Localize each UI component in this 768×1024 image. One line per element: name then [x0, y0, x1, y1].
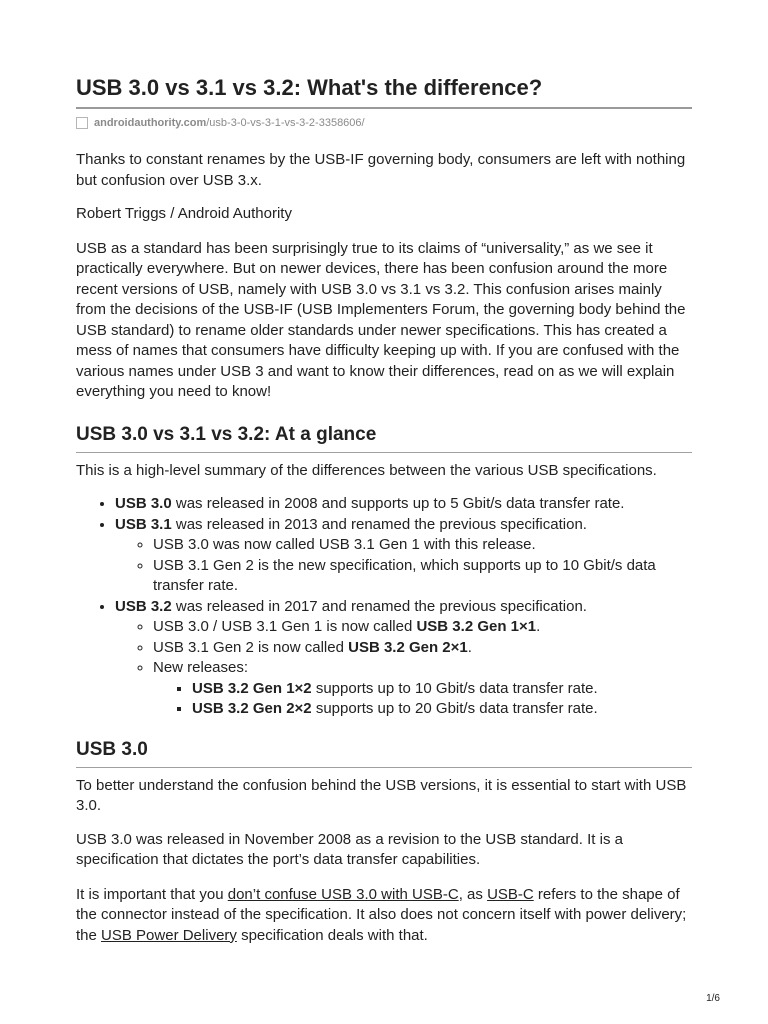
- spec-list: [76, 494, 692, 720]
- section-divider: [76, 767, 692, 768]
- source-path[interactable]: /usb-3-0-vs-3-1-vs-3-2-3358606/: [206, 117, 365, 129]
- list-item: ◦ USB 3.1 Gen 2 is now called USB 3.2 Gen 2×1.: [153, 638, 692, 659]
- list-item-usb32: • USB 3.2 was released in 2017 and renamed the previous specification. ◦ USB 3.0 / USB 3.1 Gen 1 is now called USB 3.2 Gen 1×1. ◦ USB 3.1 Gen 2 is now called USB 3.2 Gen 2×1. ◦ New releases: ▪ USB 3.2 Gen 1×2 supports up to 10 Gbit/s data transfer rate. ▪ USB 3.2 Gen 2×2 supports up to 20 Gbit/s data transfer rate.: [115, 597, 692, 720]
- list-item: ▪ USB 3.2 Gen 1×2 supports up to 10 Gbit/s data transfer rate.: [192, 679, 692, 700]
- title-divider: [76, 107, 692, 109]
- section-heading-at-a-glance: USB 3.0 vs 3.1 vs 3.2: At a glance: [76, 423, 377, 445]
- list-item: ◦ USB 3.1 Gen 2 is the new specification, which supports up to 10 Gbit/s data transfer rate.: [153, 556, 692, 597]
- usb30-paragraph-2: USB 3.0 was released in November 2008 as a revision to the USB standard. It is a specification that dictates the port’s data transfer capabilities.: [76, 830, 623, 868]
- article: [76, 0, 692, 946]
- list-item: ◦ New releases: ▪ USB 3.2 Gen 1×2 supports up to 10 Gbit/s data transfer rate. ▪ USB 3.2 Gen 2×2 supports up to 20 Gbit/s data transfer rate.: [153, 658, 692, 720]
- list-item-usb31: • USB 3.1 was released in 2013 and renamed the previous specification. ◦ USB 3.0 was now called USB 3.1 Gen 1 with this release. ◦ USB 3.1 Gen 2 is the new specification, which supports up to 10 Gbit/s data transfer rate.: [115, 515, 692, 597]
- link-usb-c-confusion[interactable]: don’t confuse USB 3.0 with USB-C: [227, 885, 459, 903]
- favicon-icon: [76, 117, 88, 129]
- body-paragraph: USB as a standard has been surprisingly true to its claims of “universality,” as we see it practically everywhere. But on newer devices, there has been confusion around the more recent versions of USB, namely with USB 3.0 vs 3.1 vs 3.2. This confusion arises mainly from the decisions of the USB-IF (USB Implementers Forum, the governing body behind the USB standard) to rename older standards under newer specifications. This has created a mess of names that consumers have difficulty keeping up with. If you are confused with the various names under USB 3 and want to know their differences, read on as we will explain everything you need to know!: [76, 239, 686, 400]
- usb31-sublist: [115, 535, 692, 597]
- list-item: ◦ USB 3.0 / USB 3.1 Gen 1 is now called USB 3.2 Gen 1×1.: [153, 617, 692, 638]
- summary-paragraph: This is a high-level summary of the differences between the various USB specifications.: [76, 461, 657, 479]
- section-divider: [76, 452, 692, 453]
- page-title: USB 3.0 vs 3.1 vs 3.2: What's the difference?: [76, 75, 543, 100]
- list-item-usb30: • USB 3.0 was released in 2008 and supports up to 5 Gbit/s data transfer rate.: [115, 494, 692, 515]
- page-number: 1/6: [706, 993, 720, 1004]
- list-item: ◦ USB 3.0 was now called USB 3.1 Gen 1 with this release.: [153, 535, 692, 556]
- usb32-sublist: [115, 617, 692, 720]
- new-releases-list: [153, 679, 692, 720]
- usb30-paragraph-1: To better understand the confusion behind the USB versions, it is essential to start with USB 3.0.: [76, 776, 687, 814]
- list-item: ▪ USB 3.2 Gen 2×2 supports up to 20 Gbit/s data transfer rate.: [192, 699, 692, 720]
- usb30-paragraph-3: It is important that you don’t confuse USB 3.0 with USB-C, as USB-C refers to the shape of the connector instead of the specification. It also does not concern itself with power delivery; the USB Power Delivery specification deals with that.: [76, 885, 687, 944]
- source-domain[interactable]: androidauthority.com: [94, 117, 207, 129]
- intro-paragraph: Thanks to constant renames by the USB-IF governing body, consumers are left with nothing but confusion over USB 3.x.: [76, 151, 686, 189]
- link-usb-c[interactable]: USB-C: [487, 885, 534, 903]
- image-credit: Robert Triggs / Android Authority: [76, 205, 292, 222]
- source-url[interactable]: [76, 115, 692, 131]
- link-usb-power-delivery[interactable]: USB Power Delivery: [101, 926, 237, 944]
- section-heading-usb30: USB 3.0: [76, 738, 148, 760]
